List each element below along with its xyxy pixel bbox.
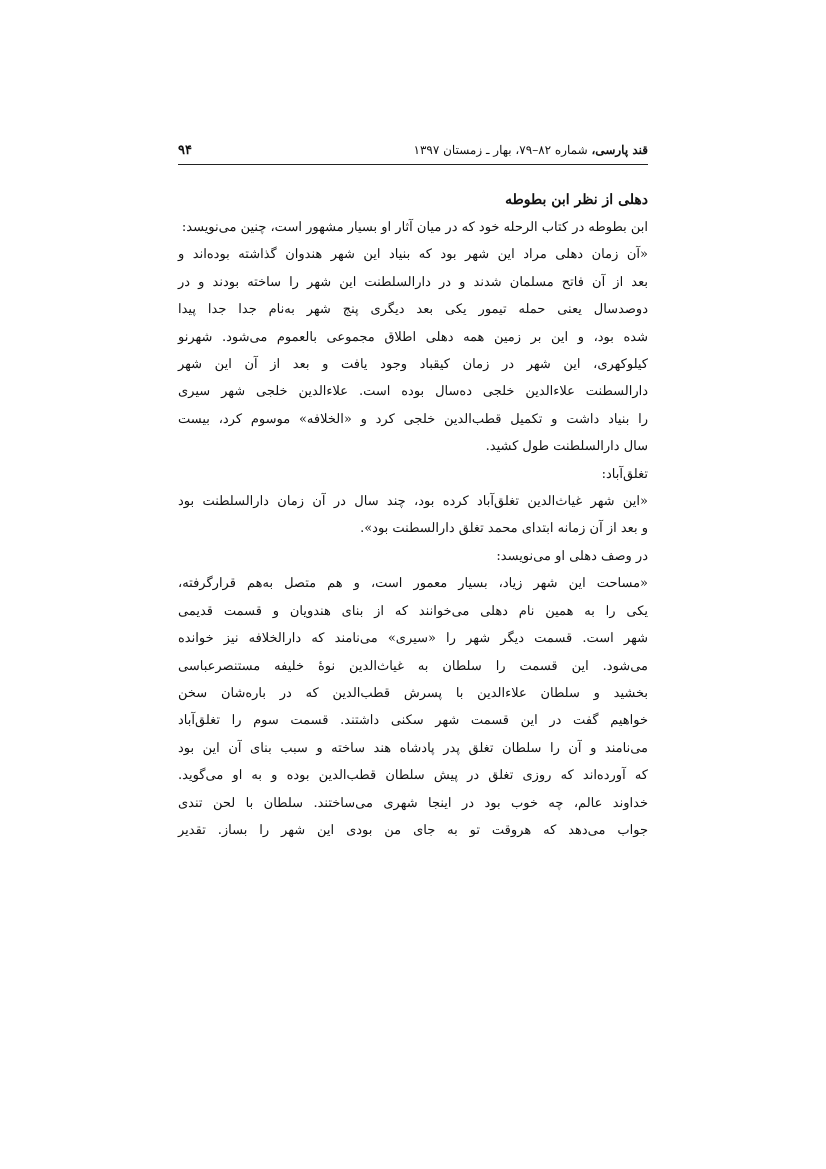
text-line: دارالسطنت علاءالدین خلجی ده‌سال بوده است. علاءالدین خلجی شهر سیری: [178, 384, 648, 400]
text-line: در وصف دهلی او می‌نویسد:: [496, 548, 648, 564]
text-line: شده بود، و این بر زمین همه دهلی اطلاق مجموعی بالعموم می‌شود. شهرنو: [178, 329, 648, 345]
text-line: خواهیم گفت در این قسمت شهر سکنی داشتند. قسمت سوم را تغلق‌آباد: [178, 713, 648, 729]
text-line: «این شهر غیاث‌الدین تغلق‌آباد کرده بود، چند سال در آن زمان دارالسلطنت بود: [178, 494, 648, 510]
body-text: [178, 186, 648, 844]
text-line: یکی را به همین نام دهلی می‌خوانند که از بنای هندویان و قسمت قدیمی: [178, 603, 648, 619]
text-line: جواب می‌دهد که هروقت تو به جای من بودی این شهر را بساز. تقدیر: [178, 822, 648, 838]
text-line: خداوند عالم، چه خوب بود در اینجا شهری می‌ساختند. سلطان با لحن تندی: [178, 795, 648, 811]
text-line: «مساحت این شهر زیاد، بسیار معمور است، و هم متصل به‌هم قرارگرفته،: [178, 576, 648, 592]
text-line: بعد از آن فاتح مسلمان شدند و در دارالسلطنت این شهر را ساخته بودند و در: [178, 274, 648, 290]
text-line: «آن زمان دهلی مراد این شهر بود که بنیاد این شهر هندوان گذاشته بوده‌اند و: [178, 247, 648, 263]
text-line: را بنیاد داشت و تکمیل قطب‌الدین خلجی کرد و «الخلافه» موسوم کرد، بیست: [178, 411, 648, 427]
journal-name: قند پارسی،: [591, 143, 648, 157]
text-line: کیلوکهری، این شهر در زمان کیقباد وجود یافت و بعد از آن این شهر: [178, 357, 648, 373]
text-line: تغلق‌آباد:: [601, 466, 648, 482]
page-number: ۹۴: [178, 143, 192, 158]
issue-info: شماره ۸۲–۷۹، بهار ـ زمستان ۱۳۹۷: [413, 143, 592, 157]
journal-citation: [414, 143, 648, 157]
header-rule: [178, 164, 648, 165]
text-line: می‌نامند و آن را سلطان تغلق پدر پادشاه هند ساخته و سبب بنای آن این بود: [178, 740, 648, 756]
text-line: و بعد از آن زمانه ابتدای محمد تغلق دارالسطنت بود».: [360, 521, 648, 537]
text-line: که آورده‌اند که روزی تغلق در پیش سلطان قطب‌الدین بوده و به او می‌گوید.: [178, 768, 648, 784]
text-line: می‌شود. این قسمت را سلطان به غیاث‌الدین نوهٔ خلیفه مستنصرعباسی: [178, 658, 648, 674]
text-line: دوصدسال یعنی حمله تیمور یکی بعد دیگری پنج شهر به‌نام جدا جدا پیدا: [178, 302, 648, 318]
text-line: بخشید و سلطان علاءالدین با پسرش قطب‌الدین که در باره‌شان سخن: [178, 685, 648, 701]
section-heading: دهلی از نظر ابن بطوطه: [505, 192, 648, 208]
text-line: سال دارالسلطنت طول کشید.: [485, 439, 648, 455]
paragraph-lines: [178, 214, 648, 844]
running-header: [178, 143, 648, 163]
text-line: ابن بطوطه در کتاب الرحله خود که در میان آثار او بسیار مشهور است، چنین می‌نویسد:: [181, 220, 648, 235]
text-line: شهر است. قسمت دیگر شهر را «سیری» می‌نامند که دارالخلافه نیز خوانده: [178, 631, 648, 647]
